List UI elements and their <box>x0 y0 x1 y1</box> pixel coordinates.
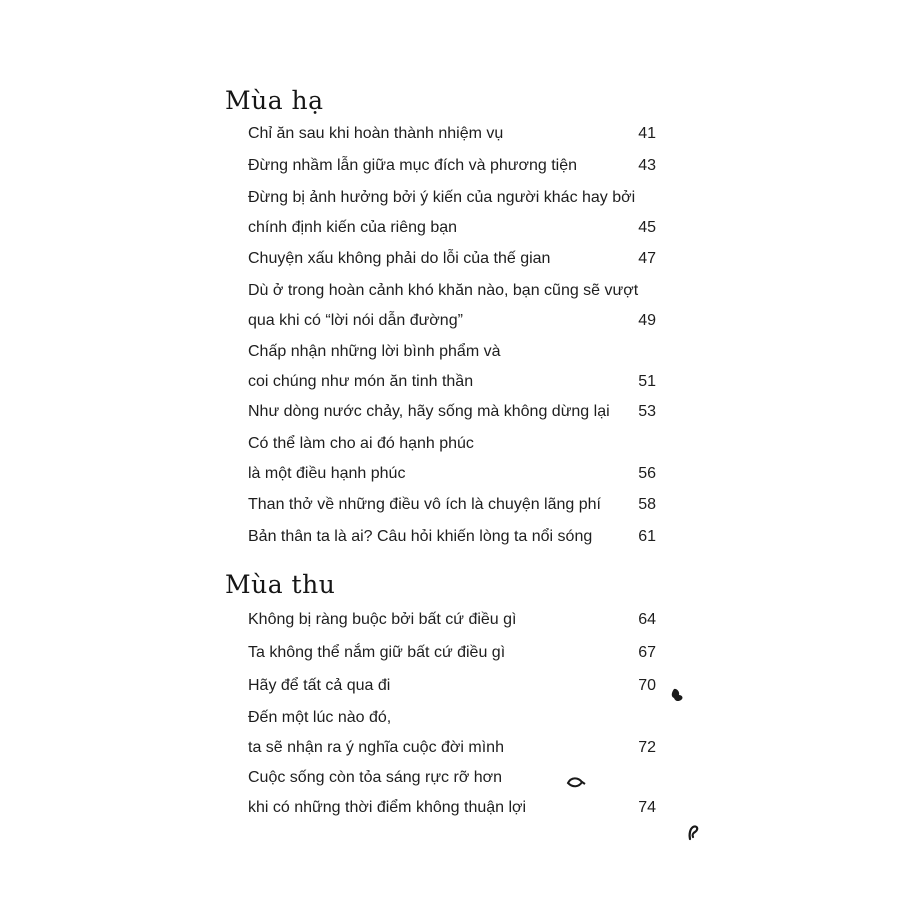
ink-blot-icon <box>668 686 688 706</box>
entry-title-line: Dù ở trong hoàn cảnh khó khăn nào, bạn cũng sẽ vượt <box>248 282 639 299</box>
entry-title-line: Có thể làm cho ai đó hạnh phúc <box>248 435 474 452</box>
toc-entry[interactable] <box>248 703 658 763</box>
toc-entry[interactable] <box>248 276 658 336</box>
entry-title-line: Cuộc sống còn tỏa sáng rực rỡ hơn <box>248 769 503 786</box>
squiggle-doodle-icon <box>686 823 702 843</box>
entry-title-line: Chỉ ăn sau khi hoàn thành nhiệm vụ <box>248 125 504 142</box>
section-title: Mùa hạ <box>225 86 324 115</box>
page-number: 53 <box>638 403 656 420</box>
page-number: 61 <box>638 528 656 545</box>
entry-title-line: ta sẽ nhận ra ý nghĩa cuộc đời mình <box>248 739 504 756</box>
entry-title-line: Ta không thể nắm giữ bất cứ điều gì <box>248 644 506 661</box>
page-number: 67 <box>638 644 656 661</box>
toc-entry[interactable] <box>248 119 658 149</box>
page-number: 45 <box>638 219 656 236</box>
toc-entry[interactable] <box>248 244 658 274</box>
toc-entry[interactable] <box>248 490 658 520</box>
toc-entry[interactable] <box>248 763 658 823</box>
entry-title-line: Hãy để tất cả qua đi <box>248 677 391 694</box>
toc-entry[interactable] <box>248 429 658 489</box>
entry-title-line: khi có những thời điểm không thuận lợi <box>248 799 527 816</box>
entry-title-line: coi chúng như món ăn tinh thần <box>248 373 474 390</box>
leaf-doodle-icon <box>565 774 587 792</box>
page-number: 64 <box>638 611 656 628</box>
toc-entry[interactable] <box>248 522 658 552</box>
entry-title-line: Chấp nhận những lời bình phẩm và <box>248 343 501 360</box>
entry-title-line: Bản thân ta là ai? Câu hỏi khiến lòng ta nổi sóng <box>248 528 593 545</box>
toc-entry[interactable] <box>248 337 658 397</box>
entry-title-line: chính định kiến của riêng bạn <box>248 219 458 236</box>
page-number: 49 <box>638 312 656 329</box>
page-number: 41 <box>638 125 656 142</box>
page-number: 43 <box>638 157 656 174</box>
entry-title-line: Than thở về những điều vô ích là chuyện lãng phí <box>248 496 601 513</box>
page-number: 74 <box>638 799 656 816</box>
toc-entry[interactable] <box>248 397 658 427</box>
entry-title-line: Không bị ràng buộc bởi bất cứ điều gì <box>248 611 517 628</box>
page-number: 47 <box>638 250 656 267</box>
page-number: 70 <box>638 677 656 694</box>
page-number: 51 <box>638 373 656 390</box>
entry-title-line: qua khi có “lời nói dẫn đường” <box>248 312 463 329</box>
page-number: 56 <box>638 465 656 482</box>
page-number: 72 <box>638 739 656 756</box>
entry-title-line: Đến một lúc nào đó, <box>248 709 392 726</box>
toc-entry[interactable] <box>248 183 658 243</box>
toc-entry[interactable] <box>248 605 658 635</box>
entry-title-line: Đừng bị ảnh hưởng bởi ý kiến của người khác hay bởi <box>248 189 636 206</box>
entry-title-line: Như dòng nước chảy, hãy sống mà không dừng lại <box>248 403 610 420</box>
page-number: 58 <box>638 496 656 513</box>
entry-title-line: là một điều hạnh phúc <box>248 465 406 482</box>
entry-title-line: Đừng nhầm lẫn giữa mục đích và phương tiện <box>248 157 578 174</box>
toc-entry[interactable] <box>248 151 658 181</box>
toc-entry[interactable] <box>248 638 658 668</box>
toc-entry[interactable] <box>248 671 658 701</box>
entry-title-line: Chuyện xấu không phải do lỗi của thế gian <box>248 250 551 267</box>
section-title: Mùa thu <box>225 570 336 599</box>
